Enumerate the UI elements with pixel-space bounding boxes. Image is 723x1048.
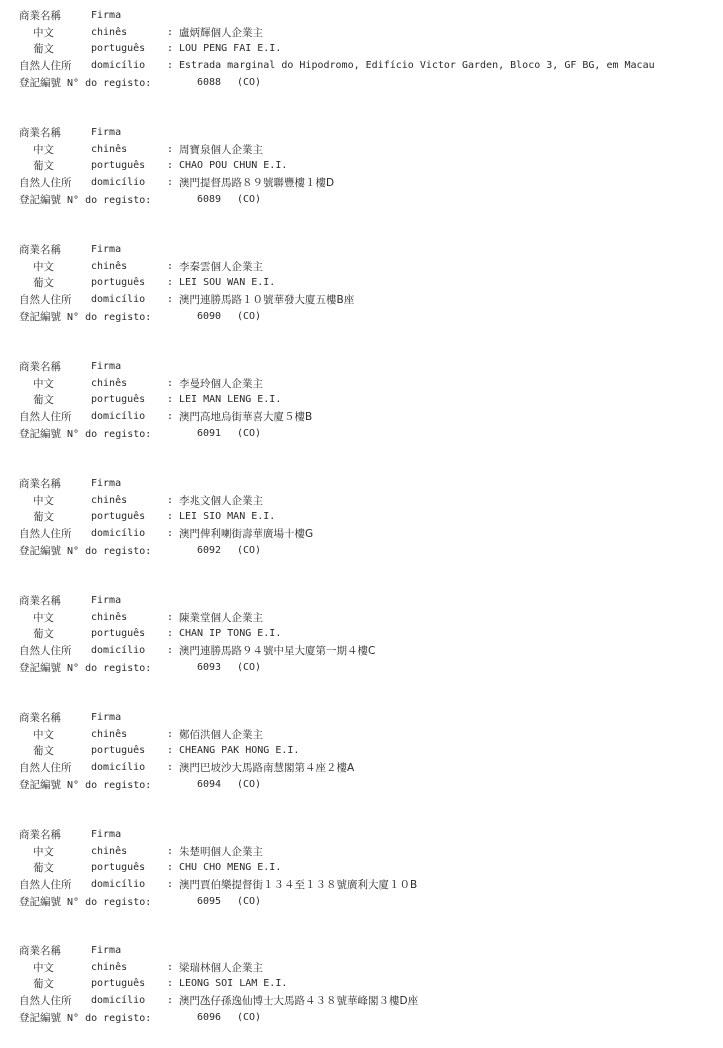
domicile-label-zh: 自然人住所 — [19, 177, 72, 190]
separator: : — [167, 60, 174, 72]
registry-number: 6093 — [197, 661, 222, 673]
firm-label-zh: 商業名稱 — [19, 595, 61, 607]
firm-record — [19, 476, 719, 560]
domicile-row — [19, 409, 719, 426]
domicile-label-zh: 自然人住所 — [19, 411, 72, 424]
chinese-name-row — [19, 844, 719, 861]
chinese-name-value: 李兆文個人企業主 — [179, 494, 263, 507]
registry-number: 6091 — [197, 427, 222, 439]
registry-label — [19, 75, 151, 93]
separator: : — [167, 26, 174, 38]
domicile-label-pt: domicílio — [91, 177, 146, 189]
domicile-label-pt: domicílio — [91, 995, 146, 1007]
firm-label-pt: Firma — [91, 478, 122, 489]
registry-label — [19, 660, 151, 678]
firm-label-pt: Firma — [91, 10, 122, 21]
chinese-name-value: 朱楚明個人企業主 — [179, 845, 263, 858]
portuguese-name-row — [19, 158, 719, 175]
chinese-label-pt: chinês — [91, 845, 128, 857]
chinese-name-value: 李曼玲個人企業主 — [179, 377, 263, 390]
registry-label-pt: N° do registo: — [67, 662, 152, 674]
domicile-value: 澳門俾利喇街壽華廣場十樓G — [179, 528, 314, 541]
chinese-name-value: 盧炳輝個人企業主 — [179, 26, 263, 39]
domicile-label-zh: 自然人住所 — [19, 60, 72, 73]
portuguese-name-value: LEI MAN LENG E.I. — [179, 394, 282, 406]
portuguese-label-pt: português — [91, 394, 146, 406]
registry-label-pt: N° do registo: — [67, 311, 152, 323]
chinese-name-value: 周寶泉個人企業主 — [179, 143, 263, 156]
separator: : — [167, 177, 174, 189]
registry-row — [19, 1010, 719, 1027]
registry-row — [19, 894, 719, 911]
registry-label — [19, 192, 151, 210]
registry-label-pt: N° do registo: — [67, 779, 152, 791]
registry-label — [19, 543, 151, 561]
firm-label-pt: Firma — [91, 361, 122, 372]
domicile-label-pt: domicílio — [91, 762, 146, 774]
registry-label-pt: N° do registo: — [67, 545, 152, 557]
portuguese-label-pt: português — [91, 160, 146, 172]
portuguese-label-pt: português — [91, 43, 146, 55]
chinese-name-row — [19, 259, 719, 276]
firm-heading-row — [19, 476, 719, 493]
registry-number: 6094 — [197, 778, 222, 790]
portuguese-label-zh: 葡文 — [33, 43, 54, 56]
firm-record — [19, 827, 719, 911]
firm-label-pt: Firma — [91, 127, 122, 138]
portuguese-label-pt: português — [91, 978, 146, 990]
chinese-label-zh: 中文 — [33, 611, 54, 624]
registry-row — [19, 777, 719, 794]
domicile-row — [19, 175, 719, 192]
chinese-name-value: 陳業堂個人企業主 — [179, 611, 263, 624]
portuguese-label-pt: português — [91, 862, 146, 874]
portuguese-label-zh: 葡文 — [33, 394, 54, 407]
firm-label-zh: 商業名稱 — [19, 361, 61, 373]
registry-number: 6096 — [197, 1011, 222, 1023]
firm-record — [19, 943, 719, 1027]
separator: : — [167, 745, 174, 757]
firm-record — [19, 8, 719, 92]
domicile-value: 澳門提督馬路８９號聯豐樓１樓D — [179, 177, 335, 190]
domicile-row — [19, 993, 719, 1010]
firm-heading-row — [19, 242, 719, 259]
registry-number: 6089 — [197, 193, 222, 205]
portuguese-name-row — [19, 509, 719, 526]
chinese-label-zh: 中文 — [33, 845, 54, 858]
firm-label-pt: Firma — [91, 595, 122, 606]
registry-number: 6092 — [197, 544, 222, 556]
registry-row — [19, 75, 719, 92]
registry-label-pt: N° do registo: — [67, 77, 152, 89]
separator: : — [167, 845, 174, 857]
domicile-row — [19, 643, 719, 660]
portuguese-name-row — [19, 392, 719, 409]
registry-code: (CO) — [237, 310, 262, 322]
registry-row — [19, 192, 719, 209]
separator: : — [167, 879, 174, 891]
chinese-label-zh: 中文 — [33, 961, 54, 974]
domicile-label-pt: domicílio — [91, 411, 146, 423]
chinese-label-zh: 中文 — [33, 260, 54, 273]
separator: : — [167, 43, 174, 55]
registry-label-zh: 登記編號 — [19, 76, 61, 89]
registry-label — [19, 894, 151, 912]
registry-row — [19, 660, 719, 677]
domicile-value: 澳門氹仔孫逸仙博士大馬路４３８號華峰閣３樓D座 — [179, 995, 419, 1008]
portuguese-label-zh: 葡文 — [33, 745, 54, 758]
portuguese-name-row — [19, 743, 719, 760]
registry-label-zh: 登記編號 — [19, 310, 61, 323]
firm-label-pt: Firma — [91, 829, 122, 840]
domicile-label-zh: 自然人住所 — [19, 995, 72, 1008]
separator: : — [167, 494, 174, 506]
chinese-label-zh: 中文 — [33, 26, 54, 39]
registry-code: (CO) — [237, 544, 262, 556]
chinese-name-value: 李秦雲個人企業主 — [179, 260, 263, 273]
domicile-row — [19, 877, 719, 894]
registry-label-pt: N° do registo: — [67, 428, 152, 440]
registry-number: 6095 — [197, 895, 222, 907]
separator: : — [167, 160, 174, 172]
registry-number: 6088 — [197, 76, 222, 88]
firm-label-zh: 商業名稱 — [19, 945, 61, 957]
firm-heading-row — [19, 827, 719, 844]
separator: : — [167, 645, 174, 657]
portuguese-label-pt: português — [91, 628, 146, 640]
chinese-name-row — [19, 610, 719, 627]
separator: : — [167, 862, 174, 874]
firm-heading-row — [19, 710, 719, 727]
chinese-name-row — [19, 493, 719, 510]
chinese-label-zh: 中文 — [33, 143, 54, 156]
registry-row — [19, 543, 719, 560]
portuguese-name-row — [19, 275, 719, 292]
separator: : — [167, 628, 174, 640]
registry-row — [19, 309, 719, 326]
domicile-value: 澳門連勝馬路９４號中星大廈第一期４樓C — [179, 645, 376, 658]
chinese-name-value: 梁瑞林個人企業主 — [179, 961, 263, 974]
domicile-value: Estrada marginal do Hipodromo, Edifício Victor Garden, Bloco 3, GF BG, em Macau — [179, 60, 655, 72]
registry-label-pt: N° do registo: — [67, 896, 152, 908]
registry-code: (CO) — [237, 778, 262, 790]
chinese-name-value: 鄭佰洪個人企業主 — [179, 728, 263, 741]
registry-label-pt: N° do registo: — [67, 1012, 152, 1024]
portuguese-label-zh: 葡文 — [33, 978, 54, 991]
chinese-label-pt: chinês — [91, 377, 128, 389]
registry-code: (CO) — [237, 895, 262, 907]
portuguese-name-row — [19, 976, 719, 993]
firm-heading-row — [19, 359, 719, 376]
chinese-label-zh: 中文 — [33, 494, 54, 507]
separator: : — [167, 260, 174, 272]
registry-label — [19, 426, 151, 444]
firm-record — [19, 242, 719, 326]
chinese-label-pt: chinês — [91, 260, 128, 272]
portuguese-label-zh: 葡文 — [33, 862, 54, 875]
separator: : — [167, 728, 174, 740]
chinese-label-pt: chinês — [91, 143, 128, 155]
portuguese-name-value: CHEANG PAK HONG E.I. — [179, 745, 300, 757]
firm-record — [19, 359, 719, 443]
domicile-label-pt: domicílio — [91, 294, 146, 306]
chinese-label-pt: chinês — [91, 611, 128, 623]
portuguese-label-zh: 葡文 — [33, 277, 54, 290]
portuguese-name-value: CHAN IP TONG E.I. — [179, 628, 282, 640]
portuguese-name-row — [19, 626, 719, 643]
registry-code: (CO) — [237, 661, 262, 673]
firm-label-zh: 商業名稱 — [19, 10, 61, 22]
domicile-label-pt: domicílio — [91, 645, 146, 657]
chinese-name-row — [19, 25, 719, 42]
portuguese-name-value: LOU PENG FAI E.I. — [179, 43, 282, 55]
firm-label-zh: 商業名稱 — [19, 478, 61, 490]
separator: : — [167, 394, 174, 406]
registry-number: 6090 — [197, 310, 222, 322]
firm-label-zh: 商業名稱 — [19, 244, 61, 256]
separator: : — [167, 528, 174, 540]
separator: : — [167, 511, 174, 523]
firm-heading-row — [19, 593, 719, 610]
chinese-name-row — [19, 727, 719, 744]
portuguese-name-row — [19, 41, 719, 58]
portuguese-label-zh: 葡文 — [33, 628, 54, 641]
domicile-value: 澳門賈伯樂提督街１３４至１３８號廣利大廈１０B — [179, 879, 418, 892]
domicile-value: 澳門高地烏街華喜大廈５樓B — [179, 411, 313, 424]
domicile-row — [19, 760, 719, 777]
portuguese-name-value: CHAO POU CHUN E.I. — [179, 160, 288, 172]
domicile-label-zh: 自然人住所 — [19, 294, 72, 307]
chinese-label-pt: chinês — [91, 961, 128, 973]
portuguese-name-value: LEI SIO MAN E.I. — [179, 511, 276, 523]
separator: : — [167, 995, 174, 1007]
firm-label-pt: Firma — [91, 945, 122, 956]
domicile-row — [19, 526, 719, 543]
separator: : — [167, 978, 174, 990]
registry-label-zh: 登記編號 — [19, 1011, 61, 1024]
registry-label — [19, 309, 151, 327]
registry-code: (CO) — [237, 427, 262, 439]
portuguese-label-zh: 葡文 — [33, 160, 54, 173]
portuguese-name-row — [19, 860, 719, 877]
domicile-label-zh: 自然人住所 — [19, 528, 72, 541]
portuguese-name-value: LEONG SOI LAM E.I. — [179, 978, 288, 990]
domicile-row — [19, 292, 719, 309]
domicile-label-zh: 自然人住所 — [19, 879, 72, 892]
separator: : — [167, 277, 174, 289]
domicile-label-pt: domicílio — [91, 60, 146, 72]
separator: : — [167, 961, 174, 973]
separator: : — [167, 294, 174, 306]
domicile-value: 澳門連勝馬路１０號華發大廈五樓B座 — [179, 294, 355, 307]
separator: : — [167, 143, 174, 155]
portuguese-label-zh: 葡文 — [33, 511, 54, 524]
chinese-label-pt: chinês — [91, 494, 128, 506]
registry-label — [19, 1010, 151, 1028]
chinese-label-zh: 中文 — [33, 377, 54, 390]
firm-heading-row — [19, 125, 719, 142]
firm-record — [19, 593, 719, 677]
chinese-name-row — [19, 960, 719, 977]
chinese-label-pt: chinês — [91, 728, 128, 740]
registry-label-pt: N° do registo: — [67, 194, 152, 206]
registry-label-zh: 登記編號 — [19, 895, 61, 908]
firm-record — [19, 125, 719, 209]
registry-label-zh: 登記編號 — [19, 778, 61, 791]
portuguese-name-value: LEI SOU WAN E.I. — [179, 277, 276, 289]
firm-record — [19, 710, 719, 794]
chinese-label-pt: chinês — [91, 26, 128, 38]
portuguese-label-pt: português — [91, 511, 146, 523]
firm-label-zh: 商業名稱 — [19, 712, 61, 724]
firm-label-zh: 商業名稱 — [19, 127, 61, 139]
chinese-name-row — [19, 376, 719, 393]
chinese-label-zh: 中文 — [33, 728, 54, 741]
registry-label-zh: 登記編號 — [19, 544, 61, 557]
domicile-label-zh: 自然人住所 — [19, 762, 72, 775]
portuguese-label-pt: português — [91, 277, 146, 289]
separator: : — [167, 611, 174, 623]
separator: : — [167, 411, 174, 423]
domicile-row — [19, 58, 719, 75]
registry-label-zh: 登記編號 — [19, 427, 61, 440]
registry-label-zh: 登記編號 — [19, 661, 61, 674]
firm-label-zh: 商業名稱 — [19, 829, 61, 841]
registry-code: (CO) — [237, 193, 262, 205]
domicile-label-pt: domicílio — [91, 528, 146, 540]
firm-heading-row — [19, 8, 719, 25]
registry-code: (CO) — [237, 76, 262, 88]
domicile-label-pt: domicílio — [91, 879, 146, 891]
firm-label-pt: Firma — [91, 244, 122, 255]
domicile-label-zh: 自然人住所 — [19, 645, 72, 658]
registry-code: (CO) — [237, 1011, 262, 1023]
separator: : — [167, 762, 174, 774]
separator: : — [167, 377, 174, 389]
firm-heading-row — [19, 943, 719, 960]
portuguese-label-pt: português — [91, 745, 146, 757]
firm-label-pt: Firma — [91, 712, 122, 723]
portuguese-name-value: CHU CHO MENG E.I. — [179, 862, 282, 874]
registry-label-zh: 登記編號 — [19, 193, 61, 206]
registry-row — [19, 426, 719, 443]
domicile-value: 澳門巴坡沙大馬路南慧閣第４座２樓A — [179, 762, 355, 775]
registry-label — [19, 777, 151, 795]
chinese-name-row — [19, 142, 719, 159]
